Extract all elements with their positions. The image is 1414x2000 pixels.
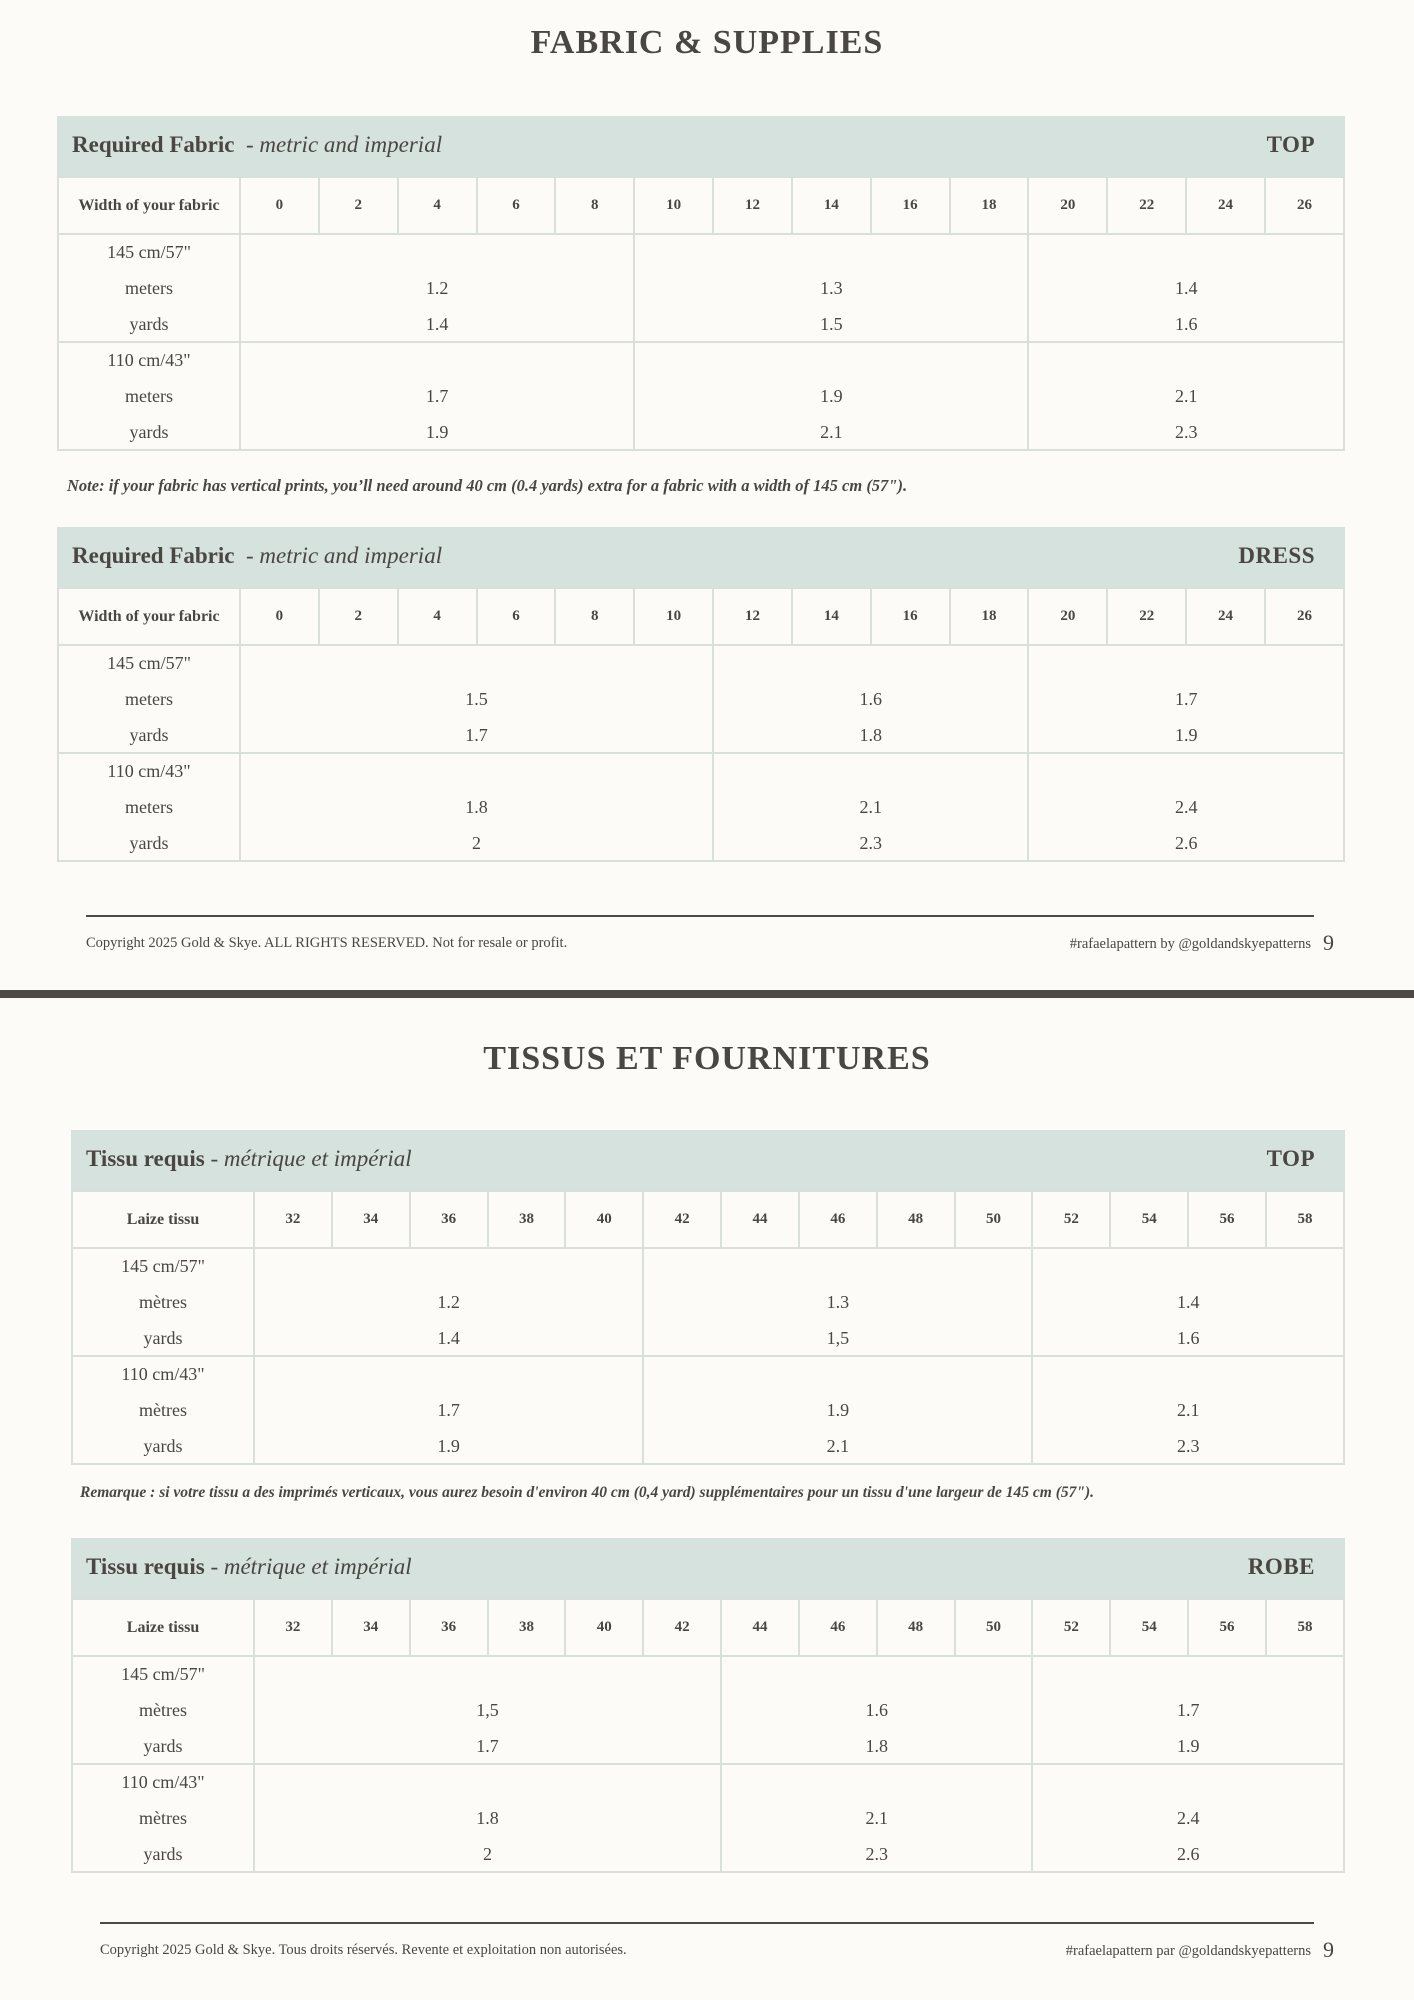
size-cell: 36 xyxy=(410,1599,488,1656)
size-cell: 10 xyxy=(634,177,713,234)
fabric-width-label: 145 cm/57" xyxy=(58,234,240,270)
section-title: Required Fabric - metric and imperial xyxy=(72,543,443,568)
amount-cell: 1.7 xyxy=(254,1392,643,1428)
size-cell: 2 xyxy=(319,177,398,234)
section-title: Tissu requis - métrique et impérial xyxy=(86,1146,412,1171)
section-badge: DRESS xyxy=(1238,543,1315,568)
fabric-table xyxy=(71,1190,1345,1465)
section-subtitle: - metric and imperial xyxy=(245,543,443,568)
amount-cell: 1.8 xyxy=(254,1800,721,1836)
size-cell: 54 xyxy=(1110,1599,1188,1656)
size-cell: 18 xyxy=(950,588,1029,645)
amount-cell: 2.4 xyxy=(1032,1800,1344,1836)
size-header-row xyxy=(72,1191,1344,1248)
size-cell: 26 xyxy=(1265,177,1344,234)
amount-cell: 1.8 xyxy=(721,1728,1032,1764)
size-cell: 44 xyxy=(721,1599,799,1656)
size-cell: 36 xyxy=(410,1191,488,1248)
amount-row xyxy=(72,1728,1344,1764)
amount-cell: 1,5 xyxy=(643,1320,1032,1356)
amount-cell: 1.7 xyxy=(1028,681,1344,717)
amount-cell: 1.3 xyxy=(634,270,1028,306)
fabric-table xyxy=(57,176,1345,451)
size-cell: 14 xyxy=(792,588,871,645)
amount-cell: 1.9 xyxy=(643,1392,1032,1428)
size-cell: 12 xyxy=(713,588,792,645)
empty-cell xyxy=(634,342,1028,378)
size-cell: 0 xyxy=(240,588,319,645)
amount-row xyxy=(72,1692,1344,1728)
empty-cell xyxy=(1032,1248,1344,1284)
amount-cell: 1.6 xyxy=(1032,1320,1344,1356)
fabric-width-label: 145 cm/57" xyxy=(58,645,240,681)
size-cell: 10 xyxy=(634,588,713,645)
fabric-width-row xyxy=(72,1656,1344,1692)
width-header: Width of your fabric xyxy=(58,177,240,234)
empty-cell xyxy=(1028,753,1344,789)
size-cell: 50 xyxy=(955,1191,1033,1248)
amount-cell: 2.3 xyxy=(1028,414,1344,450)
size-cell: 20 xyxy=(1028,177,1107,234)
size-cell: 8 xyxy=(555,588,634,645)
empty-cell xyxy=(240,645,713,681)
size-cell: 40 xyxy=(565,1191,643,1248)
amount-cell: 1.8 xyxy=(240,789,713,825)
size-cell: 52 xyxy=(1032,1191,1110,1248)
size-header-row xyxy=(58,588,1344,645)
fabric-table xyxy=(57,587,1345,862)
size-cell: 52 xyxy=(1032,1599,1110,1656)
size-cell: 0 xyxy=(240,177,319,234)
size-cell: 48 xyxy=(877,1599,955,1656)
amount-cell: 2.1 xyxy=(721,1800,1032,1836)
amount-cell: 1.9 xyxy=(240,414,634,450)
amount-cell: 1.7 xyxy=(240,717,713,753)
footer-copyright: Copyright 2025 Gold & Skye. Tous droits réservés. Revente et exploitation non autorisées. xyxy=(100,1942,627,1958)
size-cell: 24 xyxy=(1186,177,1265,234)
page-title: TISSUS ET FOURNITURES xyxy=(483,1040,931,1077)
amount-cell: 1.9 xyxy=(254,1428,643,1464)
size-cell: 48 xyxy=(877,1191,955,1248)
unit-label: yards xyxy=(58,414,240,450)
section-subtitle: - metric and imperial xyxy=(245,132,443,157)
footer-credit xyxy=(1066,1937,1334,1963)
size-header-row xyxy=(72,1599,1344,1656)
amount-row xyxy=(58,681,1344,717)
amount-cell: 1.9 xyxy=(634,378,1028,414)
page-divider xyxy=(0,990,1414,998)
empty-cell xyxy=(1028,234,1344,270)
footer-copyright: Copyright 2025 Gold & Skye. ALL RIGHTS RESERVED. Not for resale or profit. xyxy=(86,935,568,951)
size-cell: 32 xyxy=(254,1191,332,1248)
size-cell: 42 xyxy=(643,1599,721,1656)
section-badge: ROBE xyxy=(1247,1554,1315,1579)
size-cell: 6 xyxy=(477,588,556,645)
amount-row xyxy=(58,306,1344,342)
amount-cell: 1.7 xyxy=(240,378,634,414)
section-header xyxy=(71,1538,1345,1598)
fabric-width-label: 145 cm/57" xyxy=(72,1656,254,1692)
page-english xyxy=(0,0,1414,990)
amount-row xyxy=(58,414,1344,450)
width-header: Width of your fabric xyxy=(58,588,240,645)
size-cell: 24 xyxy=(1186,588,1265,645)
size-cell: 46 xyxy=(799,1191,877,1248)
amount-cell: 2.1 xyxy=(1028,378,1344,414)
amount-row xyxy=(58,717,1344,753)
amount-cell: 2.3 xyxy=(721,1836,1032,1872)
fabric-width-row xyxy=(72,1356,1344,1392)
amount-cell: 1.6 xyxy=(713,681,1028,717)
empty-cell xyxy=(721,1656,1032,1692)
size-cell: 4 xyxy=(398,588,477,645)
amount-cell: 2.1 xyxy=(634,414,1028,450)
amount-cell: 2.1 xyxy=(713,789,1028,825)
footer-rule xyxy=(86,915,1314,917)
size-cell: 20 xyxy=(1028,588,1107,645)
empty-cell xyxy=(240,753,713,789)
size-cell: 40 xyxy=(565,1599,643,1656)
amount-cell: 1.2 xyxy=(254,1284,643,1320)
section-subtitle: - métrique et impérial xyxy=(210,1146,412,1171)
empty-cell xyxy=(634,234,1028,270)
size-cell: 16 xyxy=(871,588,950,645)
section-header xyxy=(57,116,1345,176)
amount-cell: 1.5 xyxy=(240,681,713,717)
fabric-width-row xyxy=(58,753,1344,789)
unit-label: meters xyxy=(58,681,240,717)
note-vertical-prints: Note: if your fabric has vertical prints, you’ll need around 40 cm (0.4 yards) extra for a fabric with a width of 145 cm (57"). xyxy=(67,476,908,495)
empty-cell xyxy=(1032,1656,1344,1692)
fabric-width-label: 145 cm/57" xyxy=(72,1248,254,1284)
size-cell: 4 xyxy=(398,177,477,234)
fabric-table xyxy=(71,1598,1345,1873)
size-cell: 6 xyxy=(477,177,556,234)
amount-cell: 2.1 xyxy=(1032,1392,1344,1428)
page-number: 9 xyxy=(1323,1937,1334,1962)
amount-row xyxy=(72,1392,1344,1428)
footer-rule xyxy=(100,1922,1314,1924)
width-header: Laize tissu xyxy=(72,1599,254,1656)
width-header: Laize tissu xyxy=(72,1191,254,1248)
amount-cell: 1.6 xyxy=(1028,306,1344,342)
size-cell: 46 xyxy=(799,1599,877,1656)
amount-row xyxy=(58,789,1344,825)
size-cell: 44 xyxy=(721,1191,799,1248)
unit-label: mètres xyxy=(72,1392,254,1428)
size-cell: 38 xyxy=(488,1191,566,1248)
amount-cell: 2.6 xyxy=(1032,1836,1344,1872)
amount-cell: 1.5 xyxy=(634,306,1028,342)
fabric-width-row xyxy=(58,234,1344,270)
amount-cell: 1.9 xyxy=(1032,1728,1344,1764)
size-cell: 58 xyxy=(1266,1599,1344,1656)
empty-cell xyxy=(254,1356,643,1392)
size-cell: 14 xyxy=(792,177,871,234)
empty-cell xyxy=(254,1764,721,1800)
page-number: 9 xyxy=(1323,930,1334,955)
fabric-width-row xyxy=(58,342,1344,378)
amount-cell: 1.7 xyxy=(1032,1692,1344,1728)
unit-label: yards xyxy=(58,825,240,861)
amount-cell: 2 xyxy=(240,825,713,861)
empty-cell xyxy=(643,1248,1032,1284)
amount-row xyxy=(58,270,1344,306)
section-top-fabric xyxy=(71,1130,1345,1458)
size-cell: 26 xyxy=(1265,588,1344,645)
amount-cell: 2.1 xyxy=(643,1428,1032,1464)
unit-label: yards xyxy=(58,717,240,753)
empty-cell xyxy=(713,753,1028,789)
unit-label: yards xyxy=(72,1836,254,1872)
fabric-width-row xyxy=(72,1248,1344,1284)
size-cell: 32 xyxy=(254,1599,332,1656)
empty-cell xyxy=(721,1764,1032,1800)
empty-cell xyxy=(643,1356,1032,1392)
fabric-width-label: 110 cm/43" xyxy=(72,1356,254,1392)
section-dress-fabric xyxy=(57,527,1345,859)
amount-cell: 1.4 xyxy=(1028,270,1344,306)
size-cell: 22 xyxy=(1107,588,1186,645)
empty-cell xyxy=(1028,342,1344,378)
section-title: Tissu requis - métrique et impérial xyxy=(86,1554,412,1579)
amount-cell: 1.8 xyxy=(713,717,1028,753)
page-french xyxy=(0,998,1414,2000)
size-cell: 34 xyxy=(332,1191,410,1248)
section-badge: TOP xyxy=(1266,132,1315,157)
note-vertical-prints: Remarque : si votre tissu a des imprimés verticaux, vous aurez besoin d'environ 40 cm (0,4 yard) supplémentaires pour un tissu d'une largeur de 145 cm (57"). xyxy=(80,1484,1094,1501)
amount-row xyxy=(72,1800,1344,1836)
size-cell: 12 xyxy=(713,177,792,234)
amount-row xyxy=(58,825,1344,861)
section-header xyxy=(57,527,1345,587)
amount-row xyxy=(58,378,1344,414)
amount-cell: 1.3 xyxy=(643,1284,1032,1320)
section-subtitle: - métrique et impérial xyxy=(210,1554,412,1579)
amount-cell: 2 xyxy=(254,1836,721,1872)
size-cell: 54 xyxy=(1110,1191,1188,1248)
empty-cell xyxy=(713,645,1028,681)
fabric-width-row xyxy=(58,645,1344,681)
size-cell: 22 xyxy=(1107,177,1186,234)
unit-label: mètres xyxy=(72,1692,254,1728)
unit-label: yards xyxy=(72,1320,254,1356)
amount-cell: 1.4 xyxy=(240,306,634,342)
empty-cell xyxy=(1028,645,1344,681)
size-cell: 34 xyxy=(332,1599,410,1656)
section-badge: TOP xyxy=(1266,1146,1315,1171)
size-cell: 42 xyxy=(643,1191,721,1248)
amount-cell: 1.7 xyxy=(254,1728,721,1764)
section-top-fabric xyxy=(57,116,1345,448)
amount-cell: 2.6 xyxy=(1028,825,1344,861)
unit-label: meters xyxy=(58,270,240,306)
section-title: Required Fabric - metric and imperial xyxy=(72,132,443,157)
size-cell: 50 xyxy=(955,1599,1033,1656)
footer-credit xyxy=(1070,930,1334,956)
amount-row xyxy=(72,1428,1344,1464)
amount-cell: 1,5 xyxy=(254,1692,721,1728)
unit-label: meters xyxy=(58,378,240,414)
fabric-width-label: 110 cm/43" xyxy=(58,753,240,789)
empty-cell xyxy=(254,1248,643,1284)
footer-handle: #rafaelapattern par @goldandskyepatterns xyxy=(1065,1943,1311,1959)
amount-cell: 1.2 xyxy=(240,270,634,306)
size-cell: 2 xyxy=(319,588,398,645)
amount-row xyxy=(72,1836,1344,1872)
amount-cell: 1.9 xyxy=(1028,717,1344,753)
amount-row xyxy=(72,1284,1344,1320)
size-cell: 56 xyxy=(1188,1599,1266,1656)
section-header xyxy=(71,1130,1345,1190)
amount-row xyxy=(72,1320,1344,1356)
unit-label: meters xyxy=(58,789,240,825)
unit-label: yards xyxy=(72,1728,254,1764)
fabric-width-label: 110 cm/43" xyxy=(72,1764,254,1800)
empty-cell xyxy=(1032,1356,1344,1392)
unit-label: mètres xyxy=(72,1284,254,1320)
amount-cell: 1.4 xyxy=(1032,1284,1344,1320)
empty-cell xyxy=(1032,1764,1344,1800)
empty-cell xyxy=(254,1656,721,1692)
amount-cell: 2.4 xyxy=(1028,789,1344,825)
footer-handle: #rafaelapattern by @goldandskyepatterns xyxy=(1069,936,1311,952)
unit-label: mètres xyxy=(72,1800,254,1836)
section-dress-fabric xyxy=(71,1538,1345,1866)
size-cell: 38 xyxy=(488,1599,566,1656)
unit-label: yards xyxy=(72,1428,254,1464)
fabric-width-label: 110 cm/43" xyxy=(58,342,240,378)
page-title: FABRIC & SUPPLIES xyxy=(530,24,884,61)
amount-cell: 1.4 xyxy=(254,1320,643,1356)
amount-cell: 1.6 xyxy=(721,1692,1032,1728)
amount-cell: 2.3 xyxy=(1032,1428,1344,1464)
empty-cell xyxy=(240,342,634,378)
size-header-row xyxy=(58,177,1344,234)
fabric-width-row xyxy=(72,1764,1344,1800)
empty-cell xyxy=(240,234,634,270)
unit-label: yards xyxy=(58,306,240,342)
size-cell: 8 xyxy=(555,177,634,234)
amount-cell: 2.3 xyxy=(713,825,1028,861)
size-cell: 56 xyxy=(1188,1191,1266,1248)
size-cell: 58 xyxy=(1266,1191,1344,1248)
size-cell: 18 xyxy=(950,177,1029,234)
size-cell: 16 xyxy=(871,177,950,234)
